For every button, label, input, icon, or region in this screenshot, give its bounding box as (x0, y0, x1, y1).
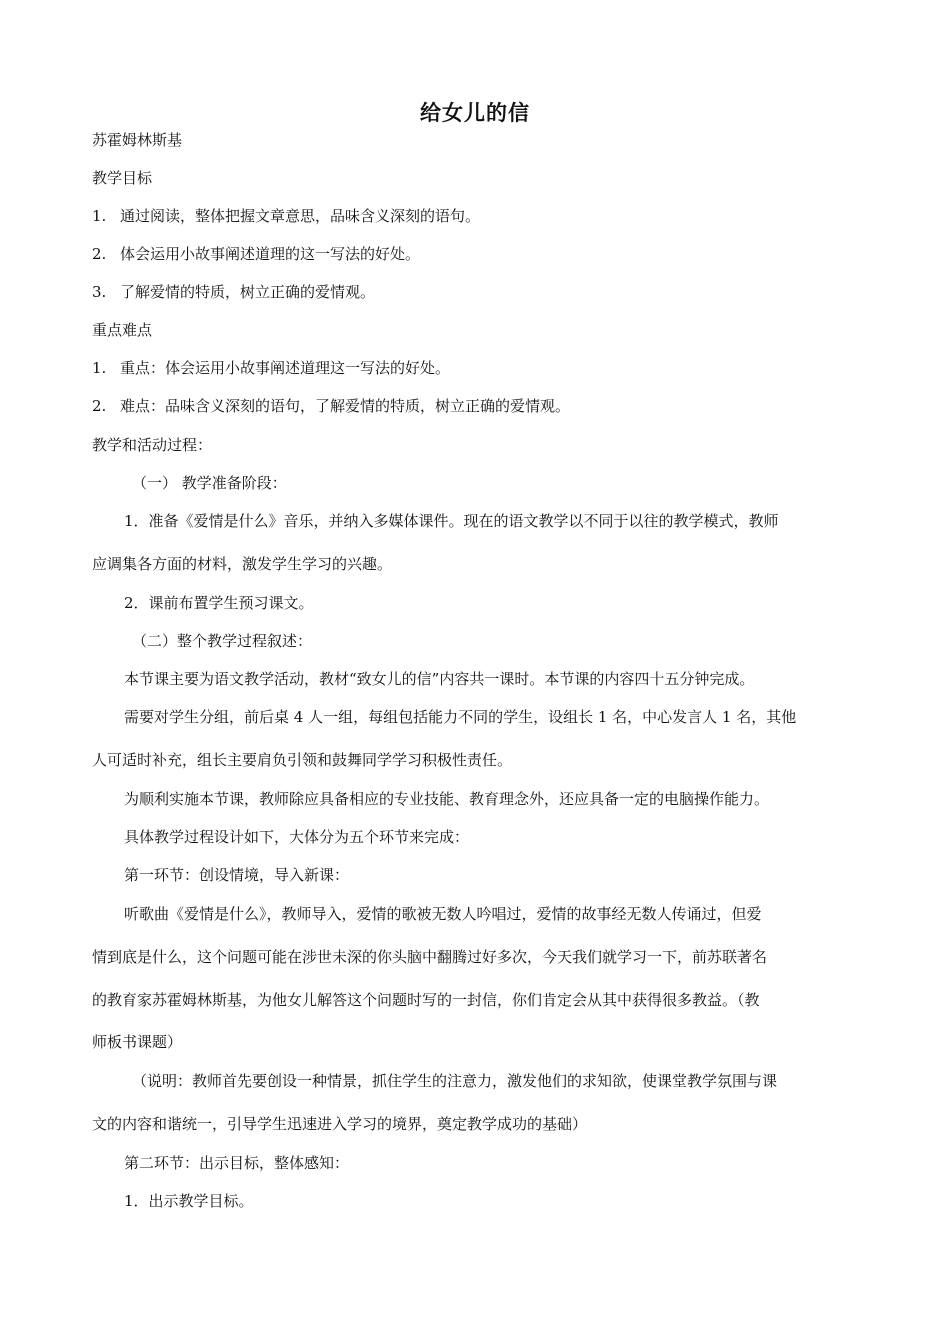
objective-number: 1. (92, 207, 107, 225)
objective-number: 2. (92, 245, 107, 263)
objective-item (92, 244, 420, 264)
objective-text: 体会运用小故事阐述道理的这一写法的好处。 (120, 245, 421, 263)
step-2-heading: 第二环节：出示目标，整体感知： (124, 1154, 350, 1172)
paragraph-1: 本节课主要为语文教学活动，教材“致女儿的信”内容共一课时。本节课的内容四十五分钟完成。 (124, 670, 755, 688)
key-point-number: 2. (92, 397, 107, 415)
key-point-text: 难点：品味含义深刻的语句，了解爱情的特质，树立正确的爱情观。 (120, 397, 571, 415)
key-point-number: 1. (92, 359, 107, 377)
prep-item-2: 2．课前布置学生预习课文。 (124, 594, 314, 612)
note-line-2: 文的内容和谐统一，引导学生迅速进入学习的境界，奠定教学成功的基础） (92, 1115, 588, 1133)
step-1-line-1: 听歌曲《爱情是什么》，教师导入，爱情的歌被无数人吟唱过，爱情的故事经无数人传诵过，但爱 (124, 905, 762, 923)
step-1-line-2: 情到底是什么，这个问题可能在涉世未深的你头脑中翻腾过好多次，今天我们就学习一下，前苏联著名 (92, 948, 768, 966)
author-line: 苏霍姆林斯基 (92, 131, 183, 149)
prep-item-1-line-2: 应调集各方面的材料，激发学生学习的兴趣。 (92, 555, 393, 573)
objective-item (92, 282, 375, 302)
overall-heading: （二）整个教学过程叙述： (132, 632, 313, 650)
objective-number: 3. (92, 283, 107, 301)
objective-text: 了解爱情的特质，树立正确的爱情观。 (120, 283, 376, 301)
step-2-item-1: 1．出示教学目标。 (124, 1192, 254, 1210)
prep-heading: （一） 教学准备阶段： (132, 474, 287, 492)
objective-text: 通过阅读，整体把握文章意思，品味含义深刻的语句。 (120, 207, 481, 225)
process-heading: 教学和活动过程： (92, 436, 213, 454)
objective-item (92, 206, 480, 226)
step-1-heading: 第一环节：创设情境，导入新课： (124, 866, 350, 884)
step-1-line-4: 师板书课题） (92, 1033, 183, 1051)
key-point-item (92, 358, 450, 378)
key-point-text: 重点：体会运用小故事阐述道理这一写法的好处。 (120, 359, 451, 377)
document-title: 给女儿的信 (420, 101, 530, 125)
step-1-line-3: 的教育家苏霍姆林斯基，为他女儿解答这个问题时写的一封信，你们肯定会从其中获得很多教益。（教 (92, 991, 760, 1009)
objectives-heading: 教学目标 (92, 169, 153, 187)
paragraph-2-line-1: 需要对学生分组，前后桌 4 人一组，每组包括能力不同的学生，设组长 1 名，中心发言人 1 名，其他 (124, 708, 797, 726)
paragraph-3: 为顺利实施本节课，教师除应具备相应的专业技能、教育理念外，还应具备一定的电脑操作能力。 (124, 790, 770, 808)
prep-item-1-line-1: 1．准备《爱情是什么》音乐，并纳入多媒体课件。现在的语文教学以不同于以往的教学模式，教师 (124, 512, 779, 530)
key-points-heading: 重点难点 (92, 321, 153, 339)
paragraph-2-line-2: 人可适时补充，组长主要肩负引领和鼓舞同学学习积极性责任。 (92, 751, 513, 769)
key-point-item (92, 396, 570, 416)
note-line-1: （说明：教师首先要创设一种情景，抓住学生的注意力，激发他们的求知欲，使课堂教学氛围与课 (132, 1072, 778, 1090)
paragraph-4: 具体教学过程设计如下，大体分为五个环节来完成： (124, 828, 470, 846)
